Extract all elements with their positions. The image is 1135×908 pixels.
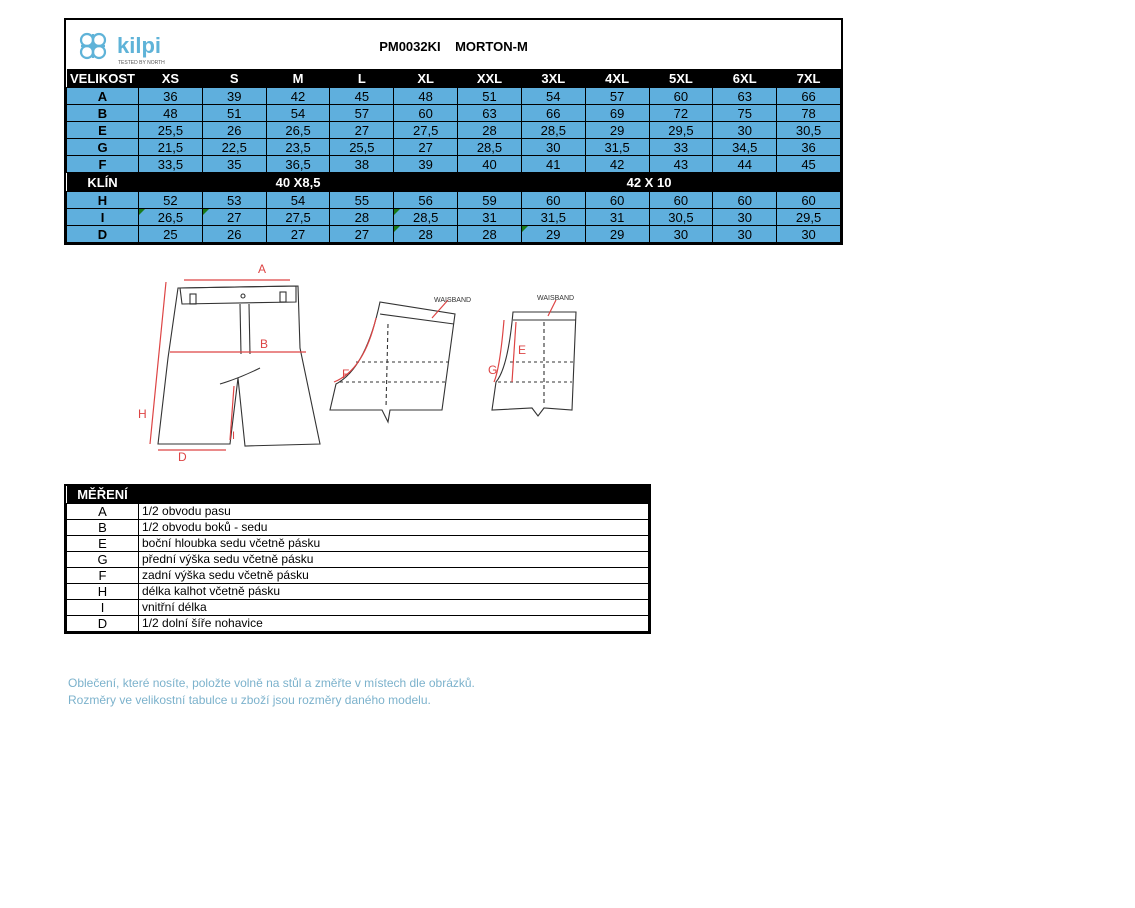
- front-view: [158, 286, 320, 446]
- measure-cell: 28,5: [458, 139, 522, 156]
- label-d: D: [178, 450, 187, 464]
- measure-cell: 54: [266, 192, 330, 209]
- size-col-header: 7XL: [777, 69, 841, 88]
- size-col-header: XL: [394, 69, 458, 88]
- measure-cell: 30,5: [777, 122, 841, 139]
- measure-cell: 60: [649, 192, 713, 209]
- cell-comment-marker: [394, 226, 400, 232]
- measure-row-label: H: [67, 192, 139, 209]
- mereni-code: H: [67, 584, 139, 600]
- measure-cell: 55: [330, 192, 394, 209]
- label-e: E: [518, 343, 527, 357]
- measure-cell: 63: [458, 105, 522, 122]
- measure-cell: 59: [458, 192, 522, 209]
- measurement-legend-table: [64, 484, 651, 634]
- measure-cell: 22,5: [202, 139, 266, 156]
- measure-cell: 26,5: [266, 122, 330, 139]
- klin-label: KLÍN: [67, 173, 139, 192]
- measure-cell: 36: [139, 88, 203, 105]
- mereni-code: G: [67, 552, 139, 568]
- size-table: [64, 18, 843, 245]
- measure-cell: 54: [266, 105, 330, 122]
- mereni-row: [67, 600, 649, 616]
- measure-cell: 29: [585, 122, 649, 139]
- mereni-row: [67, 552, 649, 568]
- measure-rows-top: [67, 88, 841, 173]
- measure-row: [67, 209, 841, 226]
- mereni-row: [67, 504, 649, 520]
- measure-cell: 27: [202, 209, 266, 226]
- measure-cell: 63: [713, 88, 777, 105]
- size-col-header: S: [202, 69, 266, 88]
- measure-row-label: D: [67, 226, 139, 243]
- size-header-row: [67, 69, 841, 88]
- logo-text: kilpi: [116, 33, 161, 58]
- mereni-description: 1/2 dolní šíře nohavice: [139, 616, 649, 632]
- measure-cell: 29,5: [649, 122, 713, 139]
- measure-cell: 51: [458, 88, 522, 105]
- size-col-header: 3XL: [521, 69, 585, 88]
- measure-cell: 48: [394, 88, 458, 105]
- mereni-description: boční hloubka sedu včetně pásku: [139, 536, 649, 552]
- mereni-description: zadní výška sedu včetně pásku: [139, 568, 649, 584]
- measurement-notes: [68, 675, 475, 709]
- mereni-code: F: [67, 568, 139, 584]
- measure-row-label: I: [67, 209, 139, 226]
- measure-cell: 26,5: [139, 209, 203, 226]
- measure-cell: 28: [458, 122, 522, 139]
- measure-cell: 43: [649, 156, 713, 173]
- cell-comment-marker: [522, 226, 528, 232]
- measure-cell: 26: [202, 226, 266, 243]
- note-line-2: Rozměry ve velikostní tabulce u zboží jsou rozměry daného modelu.: [68, 693, 431, 707]
- measure-cell: 31,5: [585, 139, 649, 156]
- measure-cell: 60: [649, 88, 713, 105]
- measure-cell: 39: [394, 156, 458, 173]
- measure-rows-bottom: [67, 192, 841, 243]
- mereni-title: MĚŘENÍ: [67, 486, 139, 504]
- cell-comment-marker: [139, 209, 145, 215]
- measure-cell: 23,5: [266, 139, 330, 156]
- measure-cell: 66: [777, 88, 841, 105]
- measure-cell: 60: [394, 105, 458, 122]
- size-col-header: XXL: [458, 69, 522, 88]
- model-name: MORTON-M: [455, 39, 528, 54]
- side-view-back: [330, 302, 455, 422]
- measure-cell: 27,5: [394, 122, 458, 139]
- measure-row: [67, 88, 841, 105]
- measure-cell: 53: [202, 192, 266, 209]
- measure-cell: 28,5: [521, 122, 585, 139]
- waisband-label-2: WAISBAND: [537, 295, 575, 302]
- measure-cell: 42: [585, 156, 649, 173]
- measure-cell: 36: [777, 139, 841, 156]
- size-col-header: L: [330, 69, 394, 88]
- label-g: G: [488, 363, 498, 377]
- measure-cell: 30: [777, 226, 841, 243]
- mereni-rows: [67, 504, 649, 632]
- measure-cell: 30,5: [649, 209, 713, 226]
- measure-cell: 30: [649, 226, 713, 243]
- mereni-code: E: [67, 536, 139, 552]
- measure-row-label: A: [67, 88, 139, 105]
- measure-cell: 60: [521, 192, 585, 209]
- size-header-label: VELIKOST: [67, 69, 139, 88]
- mereni-code: D: [67, 616, 139, 632]
- measure-cell: 31: [458, 209, 522, 226]
- measure-cell: 40: [458, 156, 522, 173]
- measure-cell: 60: [585, 192, 649, 209]
- measure-cell: 45: [330, 88, 394, 105]
- measure-row-label: G: [67, 139, 139, 156]
- measure-cell: 69: [585, 105, 649, 122]
- measure-cell: 35: [202, 156, 266, 173]
- measure-cell: 38: [330, 156, 394, 173]
- size-col-header: 4XL: [585, 69, 649, 88]
- size-col-header: 5XL: [649, 69, 713, 88]
- measure-cell: 60: [777, 192, 841, 209]
- mereni-code: I: [67, 600, 139, 616]
- measure-cell: 30: [713, 122, 777, 139]
- measure-cell: 34,5: [713, 139, 777, 156]
- model-code: PM0032KI: [379, 39, 441, 54]
- measure-cell: 27: [330, 122, 394, 139]
- mereni-row: [67, 584, 649, 600]
- klin-value-small: 40 X8,5: [139, 173, 458, 192]
- mereni-code: B: [67, 520, 139, 536]
- label-h: H: [138, 407, 147, 421]
- measure-cell: 41: [521, 156, 585, 173]
- measure-cell: 31,5: [521, 209, 585, 226]
- measure-row-label: F: [67, 156, 139, 173]
- measure-cell: 26: [202, 122, 266, 139]
- measure-cell: 29,5: [777, 209, 841, 226]
- mereni-row: [67, 520, 649, 536]
- mereni-description: 1/2 obvodu boků - sedu: [139, 520, 649, 536]
- size-col-header: XS: [139, 69, 203, 88]
- measure-cell: 28: [458, 226, 522, 243]
- note-line-1: Oblečení, které nosíte, položte volně na stůl a změřte v místech dle obrázků.: [68, 676, 475, 690]
- measure-row: [67, 192, 841, 209]
- measure-cell: 28,5: [394, 209, 458, 226]
- measure-cell: 57: [330, 105, 394, 122]
- measure-row: [67, 156, 841, 173]
- table-header: [67, 20, 841, 69]
- measure-cell: 42: [266, 88, 330, 105]
- cell-comment-marker: [394, 209, 400, 215]
- measure-cell: 29: [521, 226, 585, 243]
- measure-cell: 30: [521, 139, 585, 156]
- mereni-description: délka kalhot včetně pásku: [139, 584, 649, 600]
- measure-cell: 29: [585, 226, 649, 243]
- measure-cell: 51: [202, 105, 266, 122]
- cell-comment-marker: [203, 209, 209, 215]
- mereni-row: [67, 616, 649, 632]
- label-a: A: [258, 262, 267, 276]
- measure-cell: 66: [521, 105, 585, 122]
- mereni-header-row: [67, 486, 649, 504]
- klin-row: [67, 173, 841, 192]
- label-f: F: [342, 367, 350, 381]
- waisband-label-1: WAISBAND: [434, 297, 472, 304]
- measure-cell: 44: [713, 156, 777, 173]
- measure-cell: 27,5: [266, 209, 330, 226]
- measure-row: [67, 226, 841, 243]
- measure-cell: 45: [777, 156, 841, 173]
- mereni-description: 1/2 obvodu pasu: [139, 504, 649, 520]
- measure-cell: 27: [394, 139, 458, 156]
- measure-row-label: E: [67, 122, 139, 139]
- measure-row: [67, 105, 841, 122]
- measure-cell: 27: [330, 226, 394, 243]
- side-view-back-measure: [334, 300, 448, 382]
- label-b: B: [260, 337, 269, 351]
- measure-cell: 39: [202, 88, 266, 105]
- measure-cell: 52: [139, 192, 203, 209]
- measure-cell: 56: [394, 192, 458, 209]
- measure-cell: 60: [713, 192, 777, 209]
- side-view-front: [492, 312, 576, 416]
- measure-cell: 27: [266, 226, 330, 243]
- label-i: I: [232, 430, 236, 442]
- size-col-header: M: [266, 69, 330, 88]
- mereni-description: vnitřní délka: [139, 600, 649, 616]
- mereni-row: [67, 568, 649, 584]
- measure-cell: 25: [139, 226, 203, 243]
- measure-row: [67, 122, 841, 139]
- measure-cell: 72: [649, 105, 713, 122]
- measure-cell: 33: [649, 139, 713, 156]
- measure-cell: 33,5: [139, 156, 203, 173]
- measure-cell: 28: [394, 226, 458, 243]
- shorts-measurement-diagram: [130, 258, 600, 464]
- measure-cell: 75: [713, 105, 777, 122]
- model-title: [67, 39, 841, 54]
- measure-cell: 21,5: [139, 139, 203, 156]
- measure-cell: 25,5: [330, 139, 394, 156]
- measure-cell: 57: [585, 88, 649, 105]
- measure-cell: 36,5: [266, 156, 330, 173]
- measure-cell: 30: [713, 209, 777, 226]
- logo-tagline: TESTED BY NORTH: [117, 60, 165, 66]
- mereni-description: přední výška sedu včetně pásku: [139, 552, 649, 568]
- measure-row: [67, 139, 841, 156]
- mereni-row: [67, 536, 649, 552]
- measure-cell: 25,5: [139, 122, 203, 139]
- measure-cell: 30: [713, 226, 777, 243]
- measure-cell: 54: [521, 88, 585, 105]
- measure-row-label: B: [67, 105, 139, 122]
- measure-cell: 48: [139, 105, 203, 122]
- measure-cell: 78: [777, 105, 841, 122]
- measure-cell: 31: [585, 209, 649, 226]
- mereni-code: A: [67, 504, 139, 520]
- measure-cell: 28: [330, 209, 394, 226]
- size-col-header: 6XL: [713, 69, 777, 88]
- klin-value-large: 42 X 10: [458, 173, 841, 192]
